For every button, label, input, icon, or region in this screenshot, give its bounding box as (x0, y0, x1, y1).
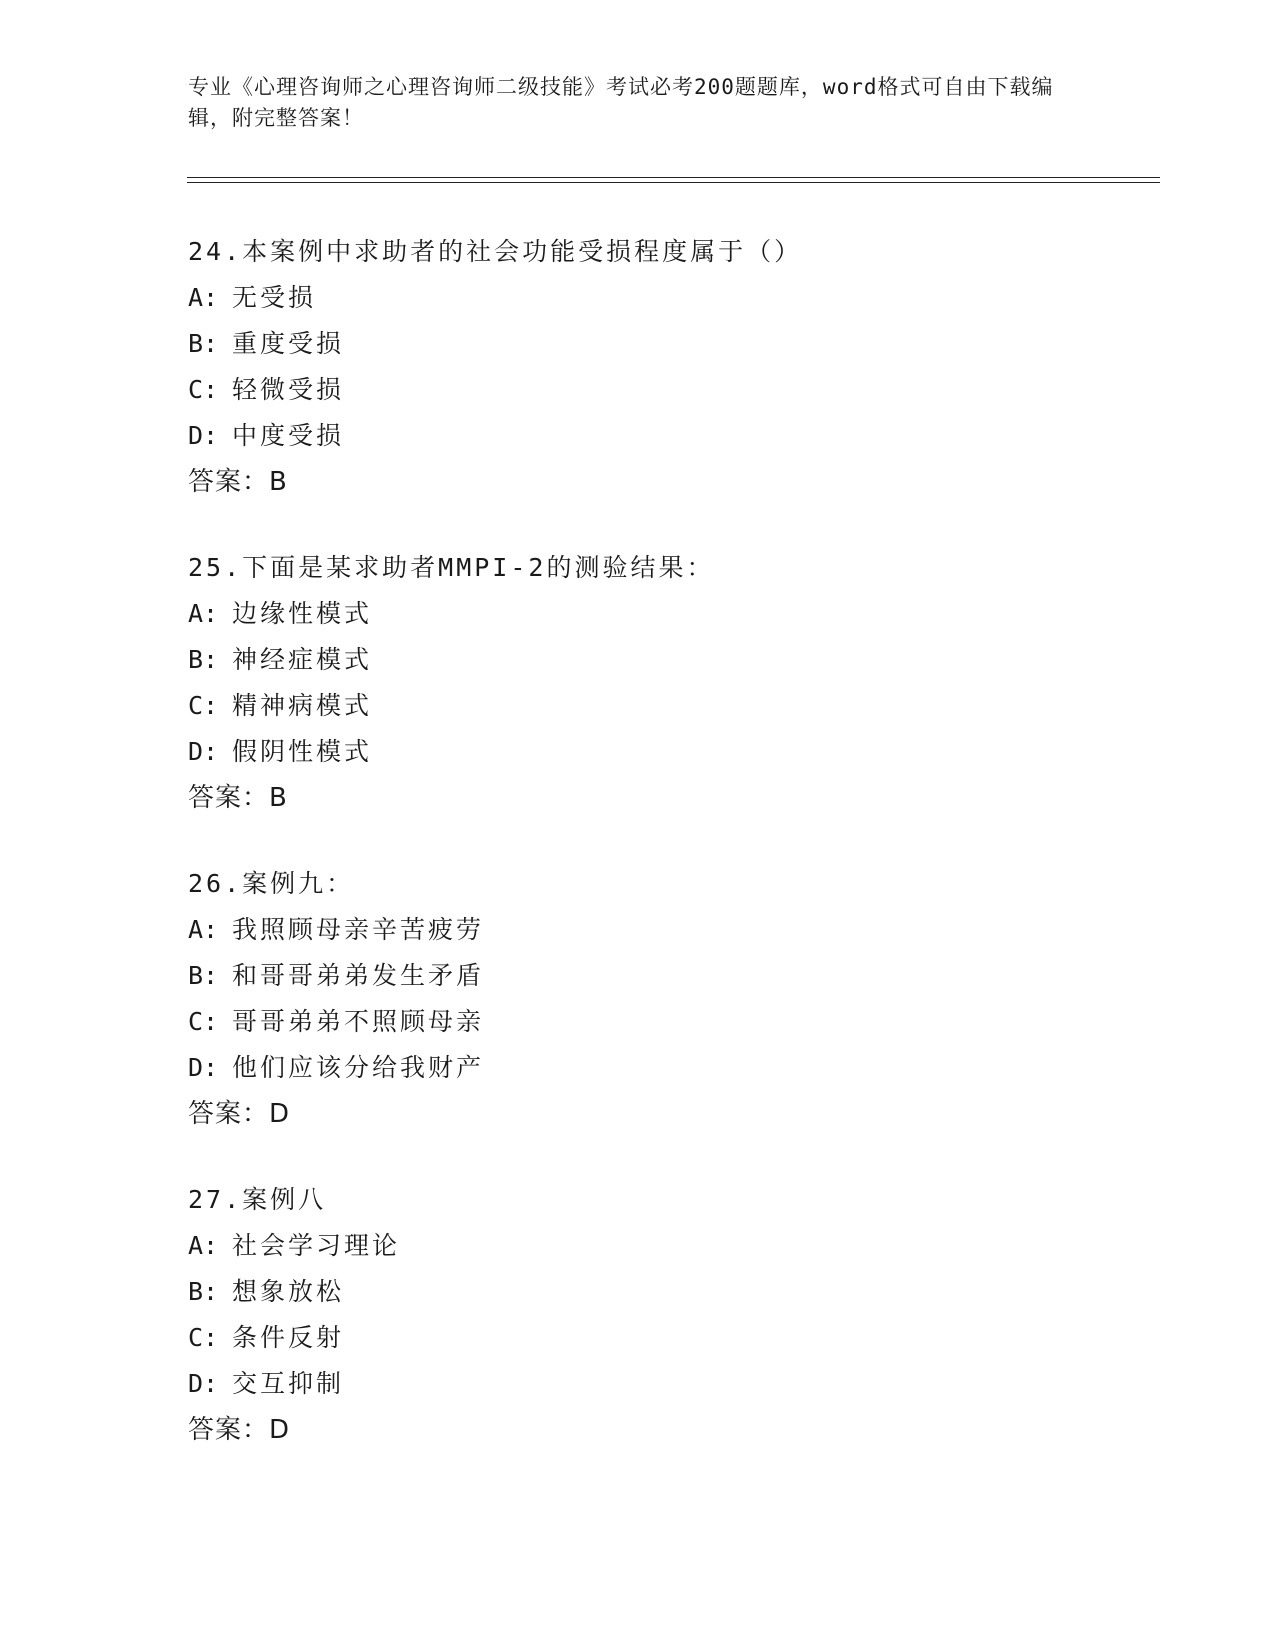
header-divider-bottom (187, 182, 1160, 183)
answer-line: 答案：D (188, 1415, 291, 1445)
document-header: 专业《心理咨询师之心理咨询师二级技能》考试必考200题题库，word格式可自由下载编辑，附完整答案！ (188, 75, 1054, 130)
option-letter: D: (188, 421, 219, 450)
option-letter: A: (188, 915, 219, 944)
option-letter: B: (188, 645, 219, 674)
option-text: 假阴性模式 (232, 737, 373, 766)
option-letter: A: (188, 1231, 219, 1260)
option-text: 社会学习理论 (232, 1231, 401, 1260)
option-c (188, 1315, 1148, 1361)
option-letter: A: (188, 599, 219, 628)
question-24 (188, 229, 1148, 505)
option-text: 哥哥弟弟不照顾母亲 (232, 1007, 485, 1036)
option-c (188, 999, 1148, 1045)
option-text: 轻微受损 (232, 375, 345, 404)
question-26 (188, 861, 1148, 1137)
option-b (188, 1269, 1148, 1315)
option-c (188, 683, 1148, 729)
option-text: 重度受损 (232, 329, 345, 358)
question-25 (188, 545, 1148, 821)
option-text: 交互抑制 (232, 1369, 345, 1398)
answer-line: 答案：B (188, 783, 288, 813)
question-27 (188, 1177, 1148, 1453)
option-text: 他们应该分给我财产 (232, 1053, 485, 1082)
option-text: 我照顾母亲辛苦疲劳 (232, 915, 485, 944)
option-d (188, 1361, 1148, 1407)
option-letter: D: (188, 1053, 219, 1082)
answer-line: 答案：B (188, 467, 288, 497)
option-a (188, 907, 1148, 953)
question-stem: 26.案例九： (188, 869, 355, 898)
option-text: 想象放松 (232, 1277, 345, 1306)
option-letter: B: (188, 1277, 219, 1306)
option-text: 神经症模式 (232, 645, 373, 674)
option-text: 中度受损 (232, 421, 345, 450)
option-text: 无受损 (232, 283, 317, 312)
option-letter: C: (188, 1007, 219, 1036)
answer-line: 答案：D (188, 1099, 291, 1129)
option-a (188, 275, 1148, 321)
question-stem: 24.本案例中求助者的社会功能受损程度属于（） (188, 237, 803, 266)
option-letter: C: (188, 1323, 219, 1352)
option-text: 条件反射 (232, 1323, 345, 1352)
option-letter: C: (188, 691, 219, 720)
header-divider-top (187, 177, 1160, 178)
option-letter: B: (188, 329, 219, 358)
option-a (188, 591, 1148, 637)
option-letter: C: (188, 375, 219, 404)
option-letter: A: (188, 283, 219, 312)
option-letter: B: (188, 961, 219, 990)
option-b (188, 321, 1148, 367)
option-letter: D: (188, 737, 219, 766)
option-text: 边缘性模式 (232, 599, 373, 628)
option-text: 和哥哥弟弟发生矛盾 (232, 961, 485, 990)
question-stem: 27.案例八 (188, 1185, 327, 1214)
option-a (188, 1223, 1148, 1269)
option-d (188, 729, 1148, 775)
option-text: 精神病模式 (232, 691, 373, 720)
option-letter: D: (188, 1369, 219, 1398)
option-c (188, 367, 1148, 413)
option-b (188, 637, 1148, 683)
option-d (188, 1045, 1148, 1091)
option-d (188, 413, 1148, 459)
option-b (188, 953, 1148, 999)
question-stem: 25.下面是某求助者MMPI-2的测验结果： (188, 553, 715, 582)
